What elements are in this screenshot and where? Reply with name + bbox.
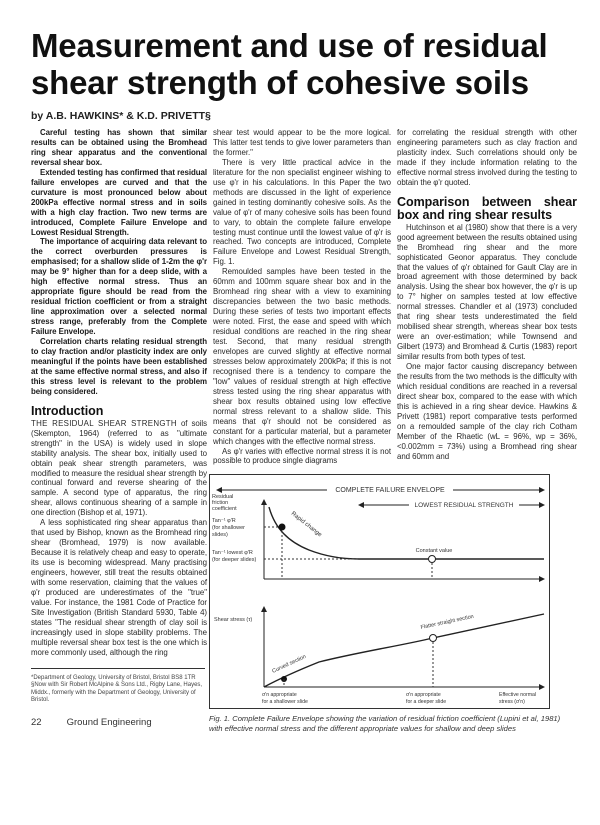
- shallow-sigma-label: σ'n appropriate for a shallower slide: [262, 692, 308, 706]
- text-columns: [213, 128, 577, 466]
- section-heading-introduction: Introduction: [31, 403, 104, 418]
- column-right: [397, 128, 577, 462]
- footnote: §Now with Sir Robert McAlpine & Sons Ltd., Rigby Lane, Hayes, Middx., formerly with the Department of Geology, University of Bristol.: [31, 682, 203, 704]
- body-paragraph: for correlating the residual strength with other engineering parameters such as clay fraction and plasticity index. Such correlations should only be made if they include information relating to the effective normal stress involved during the testing to obtain the φ'r quoted.: [397, 128, 577, 187]
- failure-envelope-line: [264, 614, 544, 687]
- residual-friction-curve: [269, 507, 544, 559]
- column-left: [31, 128, 207, 658]
- body-paragraph: One major factor causing discrepancy between the results from the two methods is the difficulty with which residual conditions are reached in a reversal direct shear box, compared to the ease with which this is achieved in a ring shear device. Hawkins & Privett (1981) report comparative tests performed on a remoulded sample of the clay rich Cotham Member of the Rhaetic (wL = 96%, wp = 36%, <0.002mm = 73%) using a Bromhead ring shear and 60mm and: [397, 362, 577, 461]
- right-region: [209, 128, 577, 734]
- body-paragraph: As φ'r varies with effective normal stress it is not possible to produce single diagrams: [213, 446, 391, 466]
- abstract: [31, 128, 207, 397]
- figure-complete-failure-envelope: [209, 474, 551, 710]
- column-middle: [213, 128, 391, 466]
- shallow-point: [279, 524, 286, 531]
- body-paragraph: Remoulded samples have been tested in the 60mm and 100mm square shear box and in the Bromhead ring shear with a view to examining discrepancies between the two basic methods. During these series of tests two important effects were noted. First, the ease and speed with which residual conditions are reached in the ring shear test. Second, that many residual strength envelopes are curved slightly at effective normal stresses below approximately 200kPa; if this is not recognised there is a tendency to compare the "low" values of residual strength at high effective stress tested using the ring shear apparatus with shear box results obtained using low effective normal stress relevant to a shallow slide. This means that φ'r should not be considered as constant for a particular material, but a parameter which changes with the effective normal stress.: [213, 267, 391, 446]
- abstract-paragraph: Careful testing has shown that similar results can be obtained using the Bromhead ring shear apparatus and the conventional reversal shear box.: [31, 128, 207, 167]
- x-axis-label: Effective normal stress (σ'n): [499, 692, 537, 706]
- authors-byline: by A.B. HAWKINS* & K.D. PRIVETT§: [31, 110, 211, 122]
- footnote-divider: [31, 668, 205, 669]
- rapid-change-label: Rapid change: [289, 511, 323, 539]
- section-heading-comparison: Comparison between shear box and ring shear results: [397, 194, 577, 222]
- footnote: *Department of Geology, University of Bristol, Bristol BS8 1TR: [31, 674, 196, 681]
- deep-stress-point: [430, 635, 437, 642]
- flatter-section-label: Flatter straight section: [420, 614, 475, 632]
- figure-caption: Fig. 1. Complete Failure Envelope showing the variation of residual friction coefficient (Lupini et al, 1981) with effective normal stress and the different appropriate values for shallow and deep slides: [209, 714, 561, 734]
- abstract-paragraph: The importance of acquiring data relevant to the correct overburden pressures is emphasised; for a shallow slide of 1-2m the φ'r may be 9° higher than for a deep slide, with a high effective normal stress. Thus an appropriate figure should be read from the residual friction coefficient or from a straight line approximation over a selected normal stress range, preferably from the Complete Failure Envelope.: [31, 237, 207, 337]
- body-grid: [31, 128, 575, 734]
- footnotes: [31, 675, 207, 705]
- body-paragraph: A less sophisticated ring shear apparatus than that used by Bishop, known as the Bromhead ring shear (Bromhead, 1979) is now available. Because it is relatively cheap and easy to operate, its use is becoming widespread. Many practising engineers, however, still treat the results obtained with some reservation, claiming that the values of φ'r produced are underestimates of the "true" value. For instance, the 1981 Code of Practice for Site Investigation (British Standard 5930, Table 4) states "The residual shear strength of clay soil is increasingly used in slope stability problems. The multiple reversal shear box test is the one which is more commonly used, although the ring: [31, 518, 207, 657]
- tan-shallow-label: Tan⁻¹ φ'R (for shallower slides): [212, 518, 246, 539]
- deep-sigma-label: σ'n appropriate for a deeper slide: [406, 692, 447, 706]
- constant-value-label: Constant value: [415, 548, 453, 555]
- shear-stress-label: Shear stress (τ): [214, 617, 253, 624]
- page-number: 22: [31, 716, 42, 728]
- body-paragraph: [31, 419, 207, 519]
- publication-name: Ground Engineering: [66, 716, 152, 728]
- body-paragraph: shear test would appear to be the more logical. This latter test tends to give lower parameters than the former.": [213, 128, 391, 157]
- page-footer: [31, 717, 207, 728]
- abstract-paragraph: Extended testing has confirmed that residual failure envelopes are curved and that the curvature is most pronounced below about 200kPa effective normal stress and in soils with a high clay fraction. Two new terms are introduced, Complete Failure Envelope and Lowest Residual Strength.: [31, 167, 207, 237]
- abstract-paragraph: Correlation charts relating residual strength to clay fraction and/or plasticity index are only meaningful if the points have been established at the same effective normal stress, and also if this stress level is relevant to the problem being considered.: [31, 337, 207, 396]
- constant-value-point: [429, 556, 436, 563]
- body-paragraph: Hutchinson et al (1980) show that there is a very good agreement between the results obtained using the Bromhead ring shear and the more sophisticated Geonor apparatus. They conclude that the values of φ'r obtained for Gault Clay are in broad agreement with those determined by back analysis. Using the shear box however, the φ'r is up to 7° higher on samples tested at low effective normal stresses. Chandler et al (1973) concluded that ring shear tests underestimated the field mobilised shear strength, whereas shear box tests were an over-estimation; while Townsend and Gilbert (1973) and Bromhead & Curtis (1983) report similar results from both types of test.: [397, 222, 577, 362]
- intro-text: of soils (Skempton, 1964) (referred to as "ultimate strength" in the USA) is widely used in slope stability analysis. The shear box, initially used to obtain peak shear strength parameters, was modified to measure the residual shear strength by continual forward and reverse shearing of the sample. A second type of apparatus, the ring shear, allows continuous shearing of a sample in one direction (Bishop et al, 1971).: [31, 418, 207, 518]
- complete-failure-envelope-label: COMPLETE FAILURE ENVELOPE: [335, 487, 445, 495]
- figure-border: [210, 475, 550, 709]
- residual-friction-label: Residual friction coefficient: [212, 494, 237, 513]
- lowest-residual-strength-label: LOWEST RESIDUAL STRENGTH: [414, 502, 514, 510]
- curved-section-label: Curved section: [271, 654, 308, 676]
- article-title: Measurement and use of residual shear strength of cohesive soils: [31, 27, 548, 101]
- body-paragraph: There is very little practical advice in the literature for the non specialist engineer wishing to use φ'r in his calculations. In this Paper the two methods are discussed in the light of experience gained in testing dominantly cohesive soils. As the value of φ'r of many cohesive soils has been found to vary, to obtain the complete failure envelope testing must continue until the lowest value of φ'r is reached. Two concepts are introduced, Complete Failure Envelope and Lowest Residual Strength, Fig. 1.: [213, 157, 391, 267]
- figure-wrapper: [209, 474, 577, 710]
- left-region: [31, 128, 207, 728]
- tan-deep-label: Tan⁻¹ lowest φ'R (for deeper slides): [212, 550, 257, 564]
- intro-lead: THE RESIDUAL SHEAR STRENGTH: [31, 418, 177, 428]
